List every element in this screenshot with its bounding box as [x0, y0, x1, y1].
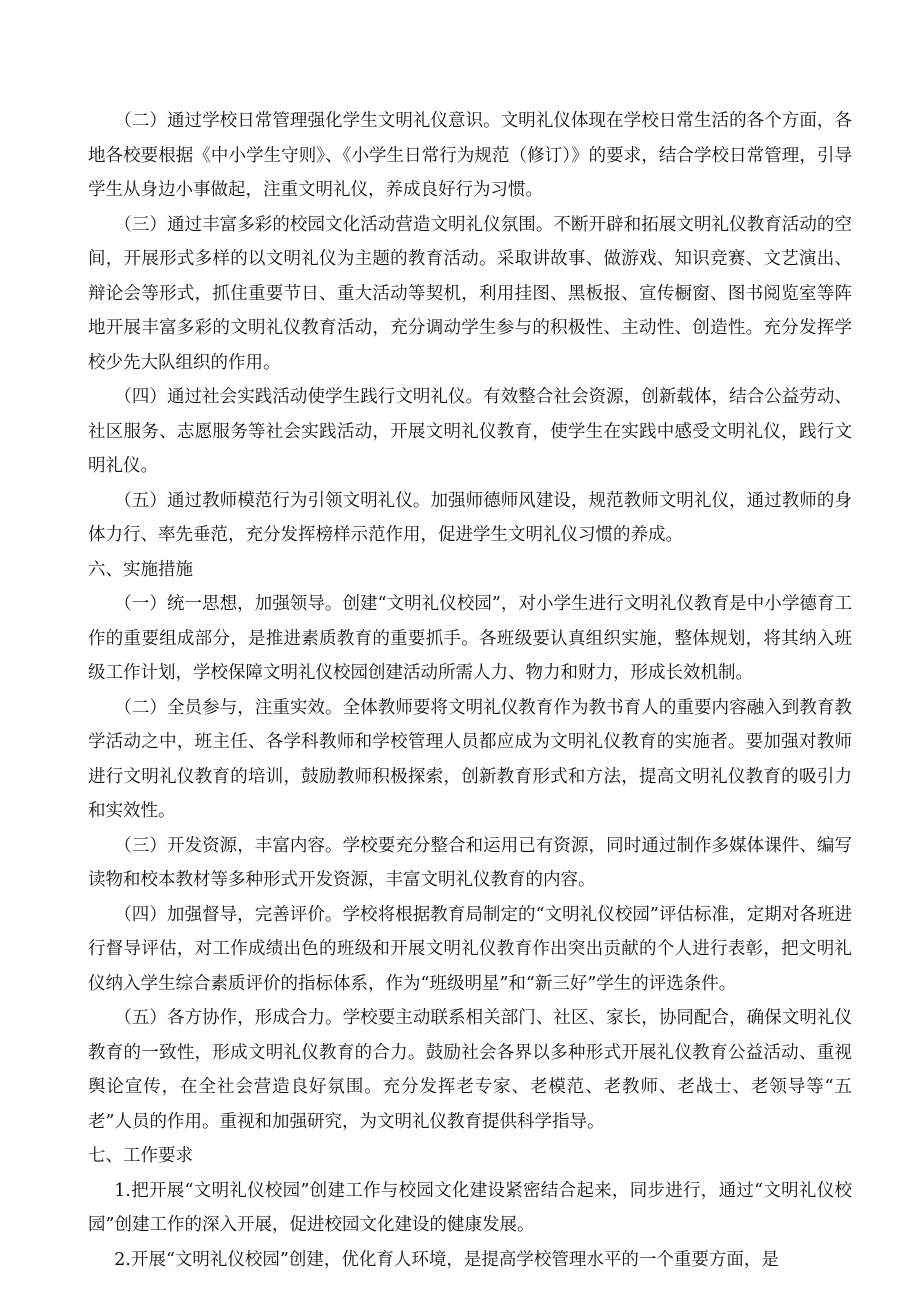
paragraph-social-practice: （四）通过社会实践活动使学生践行文明礼仪。有效整合社会资源，创新载体，结合公益劳动、社区服务、志愿服务等社会实践活动，开展文明礼仪教育，使学生在实践中感受文明礼仪，践行文明礼仪。: [88, 387, 852, 476]
paragraph-requirement-2: 2.开展“文明礼仪校园”创建，优化育人环境，是提高学校管理水平的一个重要方面，是: [114, 1249, 779, 1270]
paragraph-daily-management: （二）通过学校日常管理强化学生文明礼仪意识。文明礼仪体现在学校日常生活的各个方面，各地各校要根据《中小学生守则》、《小学生日常行为规范（修订）》的要求，结合学校日常管理，引导学生从身边小事做起，注重文明礼仪，养成良好行为习惯。: [88, 111, 852, 200]
paragraph-cooperation: （五）各方协作，形成合力。学校要主动联系相关部门、社区、家长，协同配合，确保文明礼仪教育的一致性，形成文明礼仪教育的合力。鼓励社会各界以多种形式开展礼仪教育公益活动、重视舆论宣传，在全社会营造良好氛围。充分发挥老专家、老模范、老教师、老战士、老领导等“五老”人员的作用。重视和加强研究，为文明礼仪教育提供科学指导。: [88, 1008, 852, 1132]
paragraph-teacher-model: （五）通过教师模范行为引领文明礼仪。加强师德师风建设，规范教师文明礼仪，通过教师的身体力行、率先垂范，充分发挥榜样示范作用，促进学生文明礼仪习惯的养成。: [88, 490, 852, 545]
document-page: [88, 104, 852, 1277]
paragraph-campus-culture: （三）通过丰富多彩的校园文化活动营造文明礼仪氛围。不断开辟和拓展文明礼仪教育活动的空间，开展形式多样的以文明礼仪为主题的教育活动。采取讲故事、做游戏、知识竞赛、文艺演出、辩论会等形式，抓住重要节日、重大活动等契机，利用挂图、黑板报、宣传橱窗、图书阅览室等阵地开展丰富多彩的文明礼仪教育活动，充分调动学生参与的积极性、主动性、创造性。充分发挥学校少先大队组织的作用。: [88, 214, 852, 373]
paragraph-supervision: （四）加强督导，完善评价。学校将根据教育局制定的“文明礼仪校园”评估标准，定期对各班进行督导评估，对工作成绩出色的班级和开展文明礼仪教育作出突出贡献的个人进行表彰，把文明礼仪纳入学生综合素质评价的指标体系，作为“班级明星”和“新三好”学生的评选条件。: [88, 904, 852, 994]
paragraph-develop-resources: （三）开发资源，丰富内容。学校要充分整合和运用已有资源，同时通过制作多媒体课件、编写读物和校本教材等多种形式开发资源，丰富文明礼仪教育的内容。: [88, 835, 852, 890]
section-heading-requirements: 七、工作要求: [88, 1146, 193, 1166]
paragraph-requirement-1: 1.把开展“文明礼仪校园”创建工作与校园文化建设紧密结合起来，同步进行，通过“文明礼仪校园”创建工作的深入开展，促进校园文化建设的健康发展。: [88, 1180, 852, 1235]
paragraph-full-participation: （二）全员参与，注重实效。全体教师要将文明礼仪教育作为教书育人的重要内容融入到教育教学活动之中，班主任、各学科教师和学校管理人员都应成为文明礼仪教育的实施者。要加强对教师进行文明礼仪教育的培训，鼓励教师积极探索，创新教育形式和方法，提高文明礼仪教育的吸引力和实效性。: [88, 697, 852, 821]
section-heading-measures: 六、实施措施: [88, 559, 193, 580]
paragraph-unify-thinking: （一）统一思想，加强领导。创建“文明礼仪校园”，对小学生进行文明礼仪教育是中小学德育工作的重要组成部分，是推进素质教育的重要抓手。各班级要认真组织实施，整体规划，将其纳入班级工作计划，学校保障文明礼仪校园创建活动所需人力、物力和财力，形成长效机制。: [88, 594, 852, 683]
